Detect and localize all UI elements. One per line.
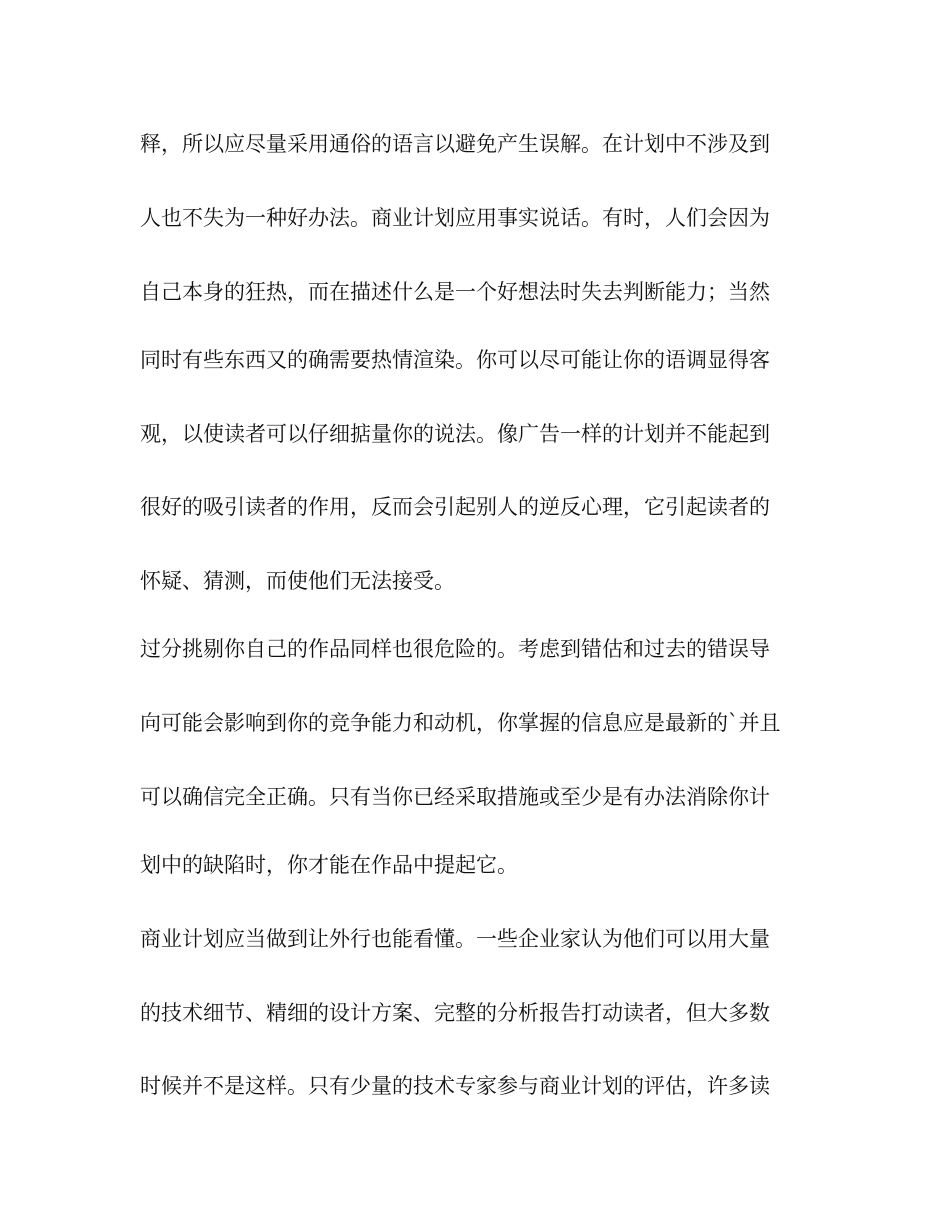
text-line: 可以确信完全正确。只有当你已经采取措施或至少是有办法消除你计 (140, 785, 770, 809)
text-line: 人也不失为一种好办法。商业计划应用事实说话。有时，人们会因为 (140, 206, 770, 230)
text-line: 划中的缺陷时，你才能在作品中提起它。 (140, 853, 518, 877)
text-line: 同时有些东西又的确需要热情渲染。你可以尽可能让你的语调显得客 (140, 348, 770, 372)
text-line: 商业计划应当做到让外行也能看懂。一些企业家认为他们可以用大量 (140, 927, 770, 951)
text-line: 观，以使读者可以仔细掂量你的说法。像广告一样的计划并不能起到 (140, 422, 770, 446)
text-line: 怀疑、猜测，而使他们无法接受。 (140, 569, 455, 593)
text-line: 很好的吸引读者的作用，反而会引起别人的逆反心理，它引起读者的 (140, 495, 770, 519)
text-line: 时候并不是这样。只有少量的技术专家参与商业计划的评估，许多读 (140, 1074, 770, 1098)
text-line: 自己本身的狂热，而在描述什么是一个好想法时失去判断能力；当然 (140, 280, 770, 304)
text-line: 过分挑剔你自己的作品同样也很危险的。考虑到错估和过去的错误导 (140, 637, 770, 661)
text-line: 向可能会影响到你的竞争能力和动机，你掌握的信息应是最新的`并且 (140, 711, 781, 735)
text-line: 释，所以应尽量采用通俗的语言以避免产生误解。在计划中不涉及到 (140, 132, 770, 156)
text-line: 的技术细节、精细的设计方案、完整的分析报告打动读者，但大多数 (140, 1001, 770, 1025)
